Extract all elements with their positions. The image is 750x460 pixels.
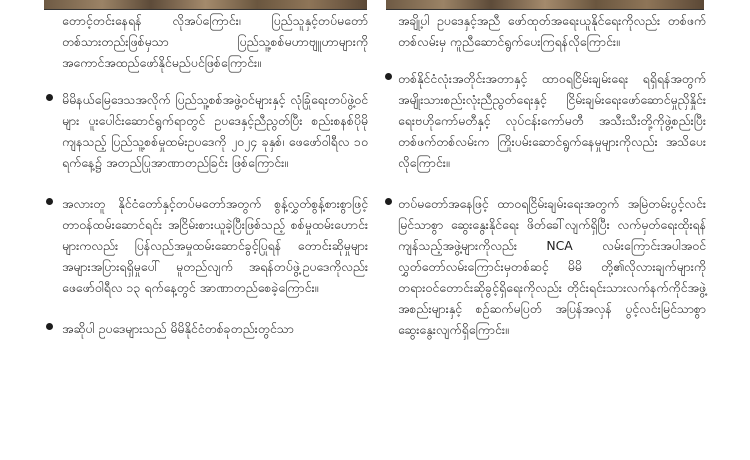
left-bullet-text: မိမိနယ်မြေဒေသအလိုက် ပြည်သူ့စစ်အဖွဲ့ဝင်များနှင့် လုံခြုံရေးတပ်ဖွဲ့ဝင်များ ပူးပေါင်းဆောင်ရွက်ရာတွင် ဥပဒေနှင့်ညီညွတ်ပြီး စည်းစနစ်ပိုမိုကျနသည့် ပြည်သူ့စစ်မှုထမ်းဥပဒေကို ၂၀၂၄ ခုနှစ်၊ ဖေဖော်ဝါရီလ ၁၀ ရက်နေ့၌ အတည်ပြုအာဏာတည်ခြင်း ဖြစ်ကြောင်း။ xyxy=(62,92,368,170)
left-bullet-item xyxy=(62,89,368,173)
bullet-dot-icon xyxy=(46,94,53,101)
left-column xyxy=(62,10,368,359)
bullet-dot-icon xyxy=(385,198,392,205)
right-bullet-text: တစ်နိုင်ငံလုံးအတိုင်းအတာနှင့် ထာဝရငြိမ်းချမ်းရေး ရရှိရန်အတွက် အမျိုးသားစည်းလုံးညီညွတ်ရေးနှင့် ငြိမ်းချမ်းရေးဖော်ဆောင်မှုညှိနှိုင်းရေးဗဟိုကော်မတီနှင့် လုပ်ငန်းကော်မတီ အသီးသီးတို့ကိုဖွဲ့စည်းပြီး တစ်ဖက်တစ်လမ်းက ကြိုးပမ်းဆောင်ရွက်နေမှုများကိုလည်း အသိပေးလိုကြောင်း။ xyxy=(398,71,706,170)
right-bullet-text: တပ်မတော်အနေဖြင့် ထာဝရငြိမ်းချမ်းရေးအတွက် အမြဲတမ်းပွင့်လင်းမြင်သာစွာ ဆွေးနွေးနိုင်ရေး ဖိတ်ခေါ်လျက်ရှိပြီး လက်မှတ်ရေးထိုးရန် ကျန်သည့်အဖွဲ့များကိုလည်း NCA လမ်းကြောင်းအပါအဝင် လွှတ်တော်လမ်းကြောင်းမှတစ်ဆင့် မိမိ တို့၏လိုလားချက်များကို တရားဝင်တောင်းဆိုခွင့်ရှိရေးကိုလည်း တိုင်းရင်းသားလက်နက်ကိုင်အဖွဲ့အစည်းများနှင့် စဉ်ဆက်မပြတ် အပြန်အလှန် ပွင့်လင်းမြင်သာစွာ ဆွေးနွေးလျက်ရှိကြောင်း။ xyxy=(398,196,706,337)
left-bullet-text: အလားတူ နိုင်ငံတော်နှင့်တပ်မတော်အတွက် စွန့်လွှတ်စွန့်စားစွာဖြင့် တာဝန်ထမ်းဆောင်ရင်း အငြိမ်းစားယူခဲ့ပြီးဖြစ်သည့် စစ်မှုထမ်းဟောင်းများကလည်း ပြန်လည်အမှုထမ်းဆောင်ခွင့်ပြုရန် တောင်းဆိုမှုများ အများအပြားရရှိမှုပေါ် မူတည်လျက် အရန်တပ်ဖွဲ့ဥပဒေကိုလည်း ဖေဖော်ဝါရီလ ၁၃ ရက်နေ့တွင် အာဏာတည်စေခဲ့ကြောင်း။ xyxy=(62,196,368,295)
left-continued-paragraph xyxy=(62,10,368,73)
left-bullet-text: အဆိုပါ ဥပဒေများသည် မိမိနိုင်ငံတစ်ခုတည်းတွင်သာ xyxy=(62,321,294,336)
bullet-dot-icon xyxy=(46,323,53,330)
bullet-dot-icon xyxy=(385,73,392,80)
right-continued-paragraph xyxy=(398,10,706,52)
top-photo-left xyxy=(44,0,367,10)
right-bullet-item xyxy=(398,193,706,340)
bullet-dot-icon xyxy=(46,198,53,205)
right-column xyxy=(398,10,706,360)
top-photo-right xyxy=(386,0,704,10)
left-bullet-item xyxy=(62,318,368,339)
left-bullet-item xyxy=(62,193,368,298)
left-continued-text: တောင့်တင်းနေရန် လိုအပ်ကြောင်း၊ ပြည်သူနှင့်တပ်မတော် တစ်သားတည်းဖြစ်မှသာ ပြည်သူ့စစ်မဟာဗျူဟာများကို အကောင်အထည်ဖော်နိုင်မည်ပင်ဖြစ်ကြောင်း။ xyxy=(62,13,368,70)
right-bullet-item xyxy=(398,68,706,173)
right-continued-text: အချို့ပါ ဥပဒေနှင့်အညီ ဖော်ထုတ်အရေးယူနိုင်ရေးကိုလည်း တစ်ဖက်တစ်လမ်းမှ ကူညီဆောင်ရွက်ပေးကြရန်လိုကြောင်း။ xyxy=(398,13,706,49)
